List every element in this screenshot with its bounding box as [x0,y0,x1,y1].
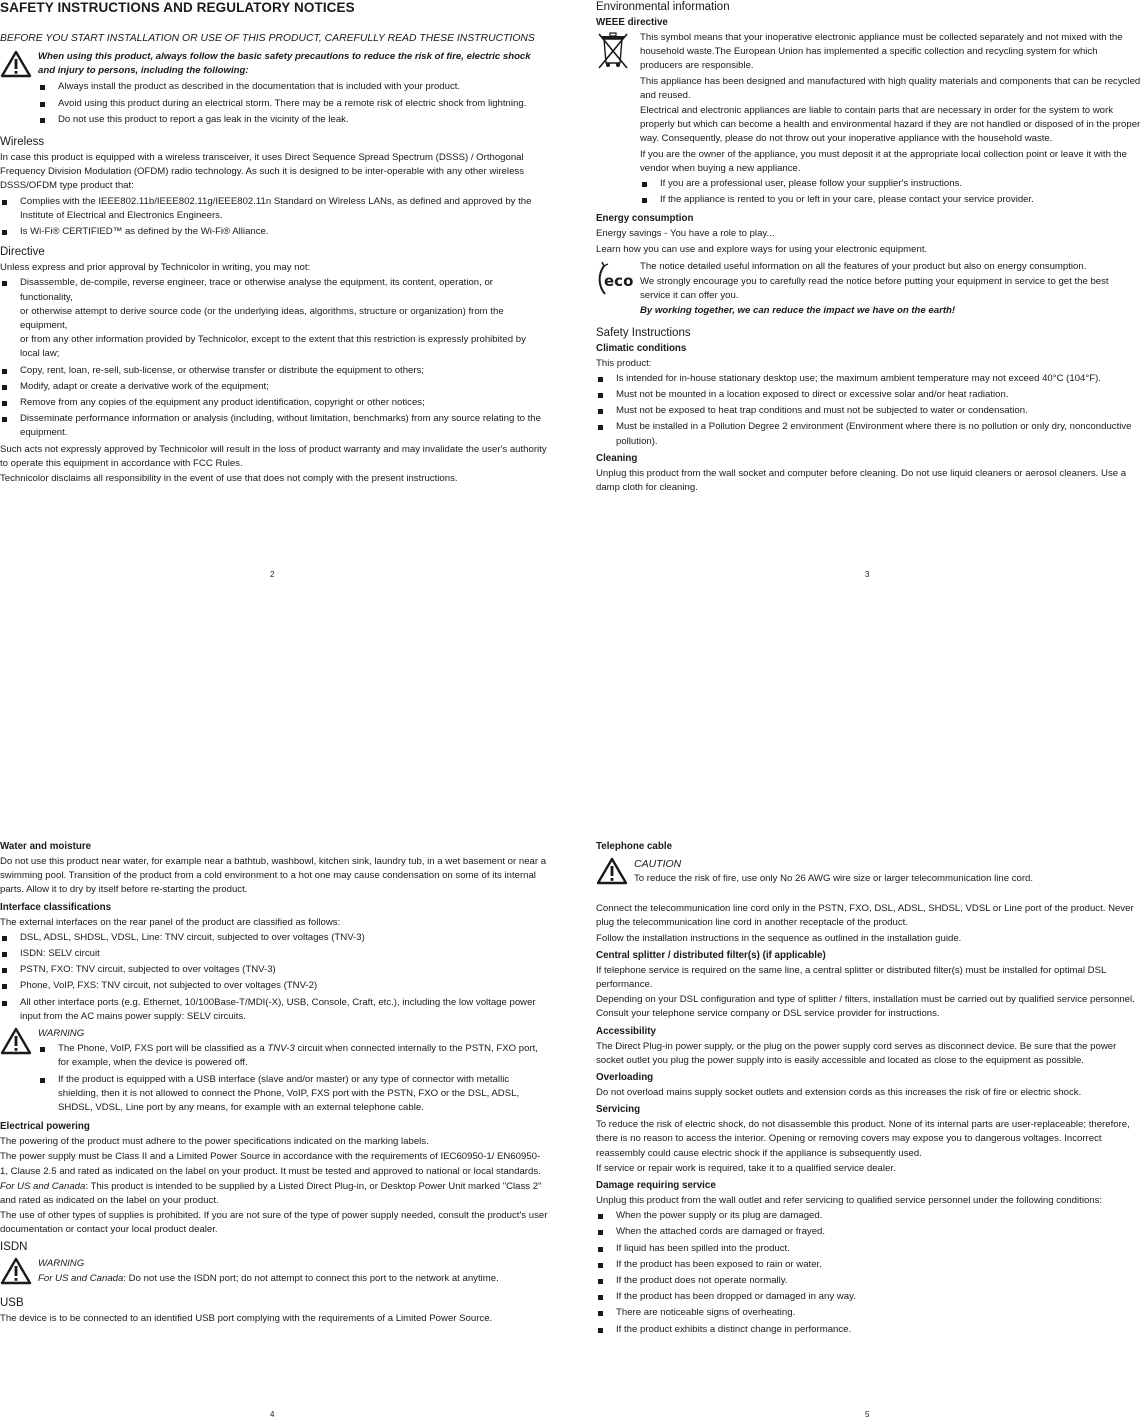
eco-label: eco [604,271,634,290]
crossed-bin-icon [596,31,640,76]
overload-heading: Overloading [596,1072,654,1084]
access-text: The Direct Plug-in power supply, or the plug on the power supply cord serves as disconnect device. Be sure that the power socket outlet you plug the power supply into is easily accessible and located as close to the equipment as possible. [596,1040,1117,1066]
servicing-p2: If service or repair work is required, take it to a qualified service dealer. [596,1162,896,1174]
energy-p1: Energy savings - You have a role to play... [596,228,775,240]
usb-heading: USB [0,1296,24,1309]
warning-icon [0,50,38,83]
page-title: SAFETY INSTRUCTIONS AND REGULATORY NOTICES [0,0,355,15]
list-item: Copy, rent, loan, re-sell, sub-license, or otherwise transfer or distribute the equipment to others; [0,364,548,378]
access-heading: Accessibility [596,1025,656,1037]
wireless-text: In case this product is equipped with a wireless transceiver, it uses Direct Sequence Spread Spectrum (DSSS) / Orthogonal Frequency Division Modulation (OFDM) radio technology. As such it is designed to be inter-operable with any other wireless DSSS/OFDM type product that: [0,152,524,192]
intro-notice: BEFORE YOU START INSTALLATION OR USE OF THIS PRODUCT, CAREFULLY READ THESE INSTRUCTIONS [0,33,535,44]
list-item: Do not use this product to report a gas leak in the vicinity of the leak. [38,113,548,127]
interface-warning [0,1027,548,1117]
page-4 [0,840,548,1327]
list-item: Avoid using this product during an electrical storm. There may be a remote risk of electric shock from lightning. [38,97,548,111]
weee-p4: If you are the owner of the appliance, you must deposit it at the appropriate local collection point or leave it with the vendor when buying a new appliance. [640,148,1127,174]
safety-warning [0,50,548,129]
directive-heading: Directive [0,246,45,259]
page-3 [596,0,1141,496]
list-item: Modify, adapt or create a derivative work of the equipment; [0,380,548,394]
list-item: If liquid has been spilled into the product. [596,1242,1141,1256]
list-item: Disseminate performance information or analysis (including, without limitation, benchmarks) from any source relating to the equipment. [0,412,548,440]
list-item: ISDN: SELV circuit [0,947,548,961]
list-item: There are noticeable signs of overheating. [596,1306,1141,1320]
directive-closing: Such acts not expressly approved by Technicolor will result in the loss of product warranty and may invalidate the user's authority to operate this equipment in accordance with FCC Rules. [0,443,547,469]
caution-block [596,857,1141,890]
directive-item-line: Disassemble, de-compile, reverse engineer, trace or otherwise analyse the equipment, its content, operation, or functionality, [20,277,494,303]
list-item: If the product does not operate normally. [596,1274,1141,1288]
servicing-heading: Servicing [596,1104,641,1116]
list-item: PSTN, FXO: TNV circuit, subjected to over voltages (TNV-3) [0,963,548,977]
page-number: 2 [270,570,275,579]
power-p3 [0,1180,548,1208]
list-item: Is Wi-Fi® CERTIFIED™ as defined by the Wi-Fi® Alliance. [0,225,548,239]
tel-p1: Connect the telecommunication line cord only in the PSTN, FXO, DSL, ADSL, SHDSL, VDSL or Line port of the product. Never plug the telecommunication line cord in another receptacle of the product. [596,903,1134,929]
interface-list [0,931,548,1024]
eco-p3: By working together, we can reduce the impact we have on the earth! [640,305,956,317]
power-heading: Electrical powering [0,1121,90,1133]
warning-icon [0,1257,38,1290]
list-item: All other interface ports (e.g. Ethernet, 10/100Base-T/MDI(-X), USB, Console, Craft, etc.), including the low voltage power input from the AC mains power supply: SELV circuits. [0,996,548,1024]
list-item: Remove from any copies of the equipment any product identification, copyright or other notices; [0,396,548,410]
directive-list [0,276,548,440]
eco-p1: The notice detailed useful information on all the features of your product but also on energy consumption. [640,260,1087,272]
power-p1: The powering of the product must adhere to the power specifications indicated on the marking labels. [0,1136,429,1148]
list-item: If the appliance is rented to you or left in your care, please contact your service provider. [640,193,1141,207]
safety-heading: Safety Instructions [596,326,691,339]
climatic-list [596,372,1141,449]
interface-heading: Interface classifications [0,901,112,913]
page-number: 5 [865,1410,870,1419]
splitter-p1: If telephone service is required on the same line, a central splitter or distributed filter(s) must be installed for optimal DSL performance. [596,964,1106,991]
list-item: If the product is equipped with a USB interface (slave and/or master) or any type of connector with metallic shielding, then it is not allowed to connect the Phone, VoIP, FXS port with the PSTN, FXO or the DSL, ADSL, SHDSL, VDSL, Line port by any means, for example with an external telephone cable. [38,1073,548,1116]
weee-p1: This symbol means that your inoperative electronic appliance must be collected separately and not mixed with the household waste.The European Union has implemented a specific collection and recycling system for which producers are responsible. [640,32,1123,72]
splitter-p2: Depending on your DSL configuration and type of splitter / filters, installation must be carried out by qualified service personnel. Consult your telephone service company or DSL service provider for instructions. [596,994,1135,1020]
tel-heading: Telephone cable [596,841,673,852]
interface-text: The external interfaces on the rear panel of the product are classified as follows: [0,916,341,928]
list-item: If the product has been dropped or damaged in any way. [596,1290,1141,1304]
warning-list [38,1042,548,1115]
list-item: Must not be mounted in a location exposed to direct or excessive solar and/or heat radiation. [596,388,1141,402]
page-number: 3 [865,570,870,579]
list-item: Complies with the IEEE802.11b/IEEE802.11g/IEEE802.11n Standard on Wireless LANs, as defined and approved by the Institute of Electrical and Electronics Engineers. [0,195,548,223]
list-item: Phone, VoIP, FXS: TNV circuit, not subjected to over voltages (TNV-2) [0,979,548,993]
caution-text: To reduce the risk of fire, use only No 26 AWG wire size or larger telecommunication line cord. [634,873,1034,885]
warning-title: WARNING [38,1028,85,1040]
cleaning-heading: Cleaning [596,452,638,464]
usb-text: The device is to be connected to an identified USB port complying with the requirements of a Limited Power Source. [0,1312,493,1324]
power-p4: The use of other types of supplies is prohibited. If you are not sure of the type of power supply needed, consult the product's user documentation or contact your local product dealer. [0,1210,548,1236]
list-item: If you are a professional user, please follow your supplier's instructions. [640,177,1141,191]
env-heading: Environmental information [596,1,730,13]
weee-list [640,177,1141,207]
list-item: When the power supply or its plug are damaged. [596,1209,1141,1223]
servicing-p1: To reduce the risk of electric shock, do not disassemble this product. None of its internal parts are user-replaceable; therefore, there is no reason to access the interior. Opening or removing covers may expose you to dangerous voltages. Incorrect reassembly could cause electric shock if the appliance is subsequently used. [596,1119,1130,1159]
list-item: When the attached cords are damaged or frayed. [596,1225,1141,1239]
damage-text: Unplug this product from the wall outlet and refer servicing to qualified service personnel under the following conditions: [596,1195,1103,1207]
list-item: If the product has been exposed to rain or water. [596,1258,1141,1272]
damage-list [596,1209,1141,1337]
directive-item-line: or from any other information provided by Technicolor, except to the extent that this restriction is expressly prohibited by local law; [20,334,526,360]
list-item: Must be installed in a Pollution Degree 2 environment (Environment where there is no pollution or only dry, nonconductive pollution). [596,420,1141,448]
warning-title: WARNING [38,1257,85,1269]
energy-p2: Learn how you can use and explore ways for using your electronic equipment. [596,243,928,255]
warning-item-emphasis: TNV-3 [267,1043,295,1055]
warning-item-text: circuit when connected internally to the PSTN, FXO port, for example, when the device is powered off. [58,1043,538,1069]
climatic-text: This product: [596,357,652,369]
isdn-warning-body: : Do not use the ISDN port; do not attempt to connect this port to the network at anytime. [123,1272,499,1284]
eco-block [596,260,1141,320]
power-p2: The power supply must be Class II and a Limited Power Source in accordance with the requirements of IEC60950-1/ EN60950-1, Clause 2.5 and rated as indicated on the label on your product. It must be tested and approved to national or local standards. [0,1151,541,1177]
eco-icon [596,260,640,305]
list-item: Must not be exposed to heat trap conditions and must not be subjected to water or condensation. [596,404,1141,418]
weee-p3: Electrical and electronic appliances are liable to contain parts that are necessary in order for the system to work properly but which can become a health and environmental hazard if they are not handled or disposed of in the proper way. Consequently, please do not throw out your inoperative appliance with the household waste. [640,105,1141,145]
weee-p2: This appliance has been designed and manufactured with high quality materials and components that can be recycled and reused. [640,75,1141,101]
list-item [38,1042,548,1070]
weee-heading: WEEE directive [596,17,668,28]
list-item: Is intended for in-house stationary desktop use; the maximum ambient temperature may not exceed 40°C (104°F). [596,372,1141,386]
isdn-warning [0,1257,548,1290]
splitter-heading: Central splitter / distributed filter(s) (if applicable) [596,949,826,961]
power-p3-text: : This product is intended to be supplied by a Listed Direct Plug-in, or Desktop Power Unit marked "Class 2" and rated as indicated on the label on your product. [0,1180,542,1207]
isdn-heading: ISDN [0,1240,28,1253]
warning-icon [596,857,634,890]
isdn-warning-text [38,1272,548,1286]
page-number: 4 [270,1410,275,1419]
power-region: For US and Canada [0,1180,86,1192]
list-item: If the product exhibits a distinct change in performance. [596,1323,1141,1337]
page-2 [0,0,548,487]
list-item: DSL, ADSL, SHDSL, VDSL, Line: TNV circuit, subjected to over voltages (TNV-3) [0,931,548,945]
isdn-region: For US and Canada [38,1272,124,1284]
list-item: Always install the product as described in the documentation that is included with your product. [38,80,548,94]
list-item [0,276,548,361]
climatic-heading: Climatic conditions [596,342,687,354]
overload-text: Do not overload mains supply socket outlets and extension cords as this increases the risk of fire or electric shock. [596,1087,1082,1099]
water-text: Do not use this product near water, for example near a bathtub, washbowl, kitchen sink, laundry tub, in a wet basement or near a swimming pool. Transition of the product from a cold environment to a hot one may cause condensation on some of its internal parts. Allow it to dry by itself before re-starting the product. [0,856,547,896]
weee-block [596,31,1141,209]
directive-disclaimer: Technicolor disclaims all responsibility in the event of use that does not comply with the present instructions. [0,473,458,485]
page-5 [596,840,1141,1339]
caution-title: CAUTION [634,858,682,870]
water-heading: Water and moisture [0,841,92,852]
damage-heading: Damage requiring service [596,1180,716,1192]
tel-p2: Follow the installation instructions in the sequence as outlined in the installation guide. [596,932,962,944]
energy-heading: Energy consumption [596,213,694,225]
wireless-list [0,195,548,240]
directive-text: Unless express and prior approval by Technicolor in writing, you may not: [0,262,311,274]
eco-p2: We strongly encourage you to carefully read the notice before putting your equipment in service to get the best service it can offer you. [640,276,1109,302]
warning-icon [0,1027,38,1060]
wireless-heading: Wireless [0,136,45,149]
directive-item-line: or otherwise attempt to derive source code (or the underlying ideas, algorithms, structure or organization) from the equipment, [20,305,504,332]
warning-item-text: The Phone, VoIP, FXS port will be classified as a [58,1043,268,1055]
cleaning-text: Unplug this product from the wall socket and computer before cleaning. Do not use liquid cleaners or aerosol cleaners. Use a damp cloth for cleaning. [596,467,1127,494]
warning-list [38,80,548,127]
warning-text: When using this product, always follow the basic safety precautions to reduce the risk of fire, electric shock and injury to persons, including the following: [38,51,531,77]
